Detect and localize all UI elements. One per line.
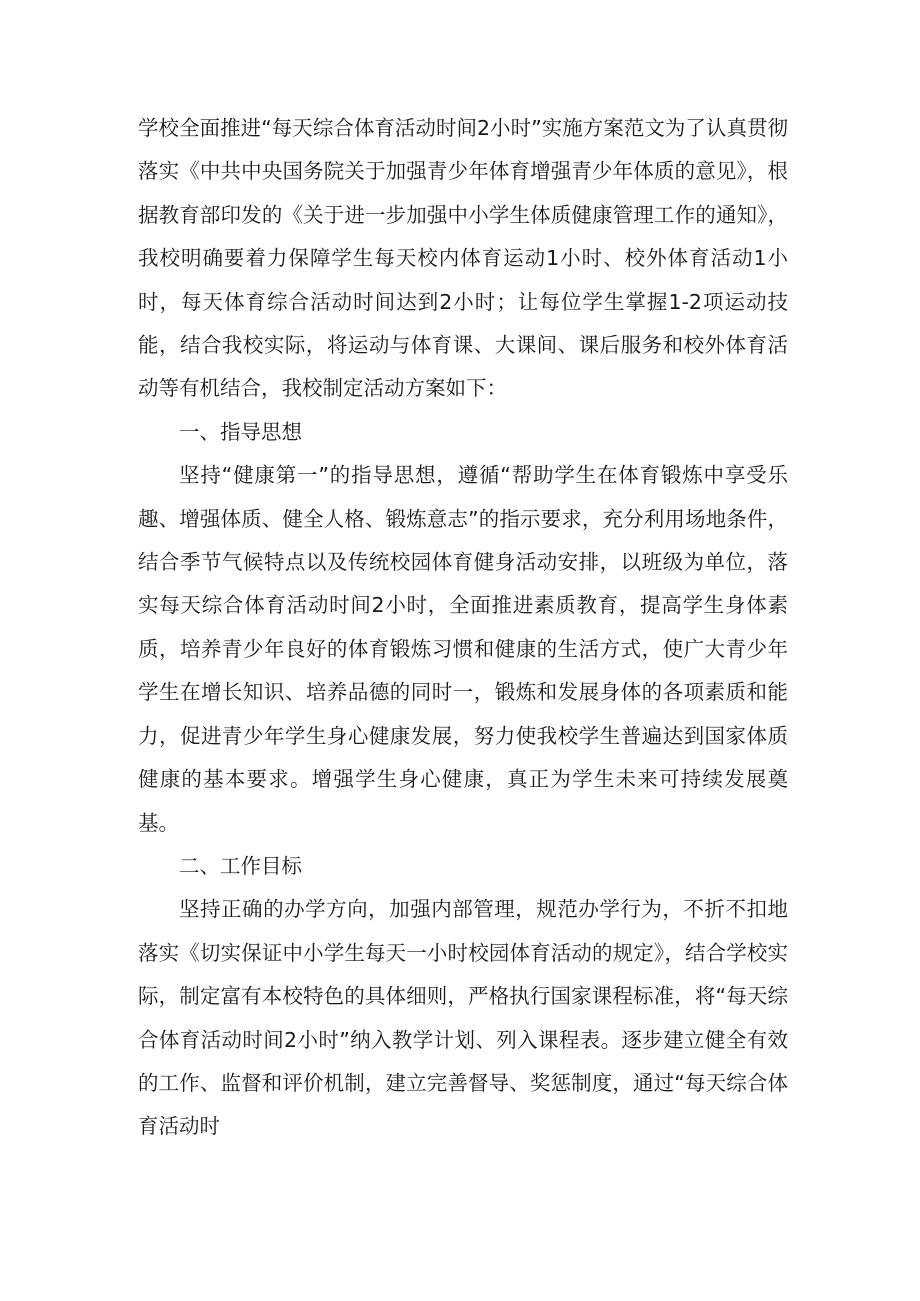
work-goals-paragraph: 坚持正确的办学方向，加强内部管理，规范办学行为，不折不扣地落实《切实保证中小学生每天一小时校园体育活动的规定》，结合学校实际，制定富有本校特色的具体细则，严格执行国家课程标准，将“每天综合体育活动时间2小时”纳入教学计划、列入课程表。逐步建立健全有效的工作、监督和评价机制，建立完善督导、奖惩制度，通过“每天综合体育活动时 bbox=[138, 897, 788, 1139]
section-heading-guiding-ideology: 一、指导思想 bbox=[179, 419, 302, 444]
intro-paragraph: 学校全面推进“每天综合体育活动时间2小时”实施方案范文为了认真贯彻落实《中共中央国务院关于加强青少年体育增强青少年体质的意见》，根据教育部印发的《关于进一步加强中小学生体质健康管理工作的通知》，我校明确要着力保障学生每天校内体育运动1小时、校外体育活动1小时，每天体育综合活动时间达到2小时；让每位学生掌握1-2项运动技能，结合我校实际，将运动与体育课、大课间、课后服务和校外体育活动等有机结合，我校制定活动方案如下： bbox=[138, 116, 788, 401]
guiding-ideology-paragraph: 坚持“健康第一”的指导思想，遵循“帮助学生在体育锻炼中享受乐趣、增强体质、健全人格、锻炼意志”的指示要求，充分利用场地条件，结合季节气候特点以及传统校园体育健身活动安排，以班级为单位，落实每天综合体育活动时间2小时，全面推进素质教育，提高学生身体素质，培养青少年良好的体育锻炼习惯和健康的生活方式，使广大青少年学生在增长知识、培养品德的同时一，锻炼和发展身体的各项素质和能力，促进青少年学生身心健康发展，努力使我校学生普遍达到国家体质健康的基本要求。增强学生身心健康，真正为学生未来可持续发展奠基。 bbox=[138, 463, 788, 835]
section-heading-work-goals: 二、工作目标 bbox=[179, 853, 302, 878]
document-body bbox=[138, 107, 788, 1149]
